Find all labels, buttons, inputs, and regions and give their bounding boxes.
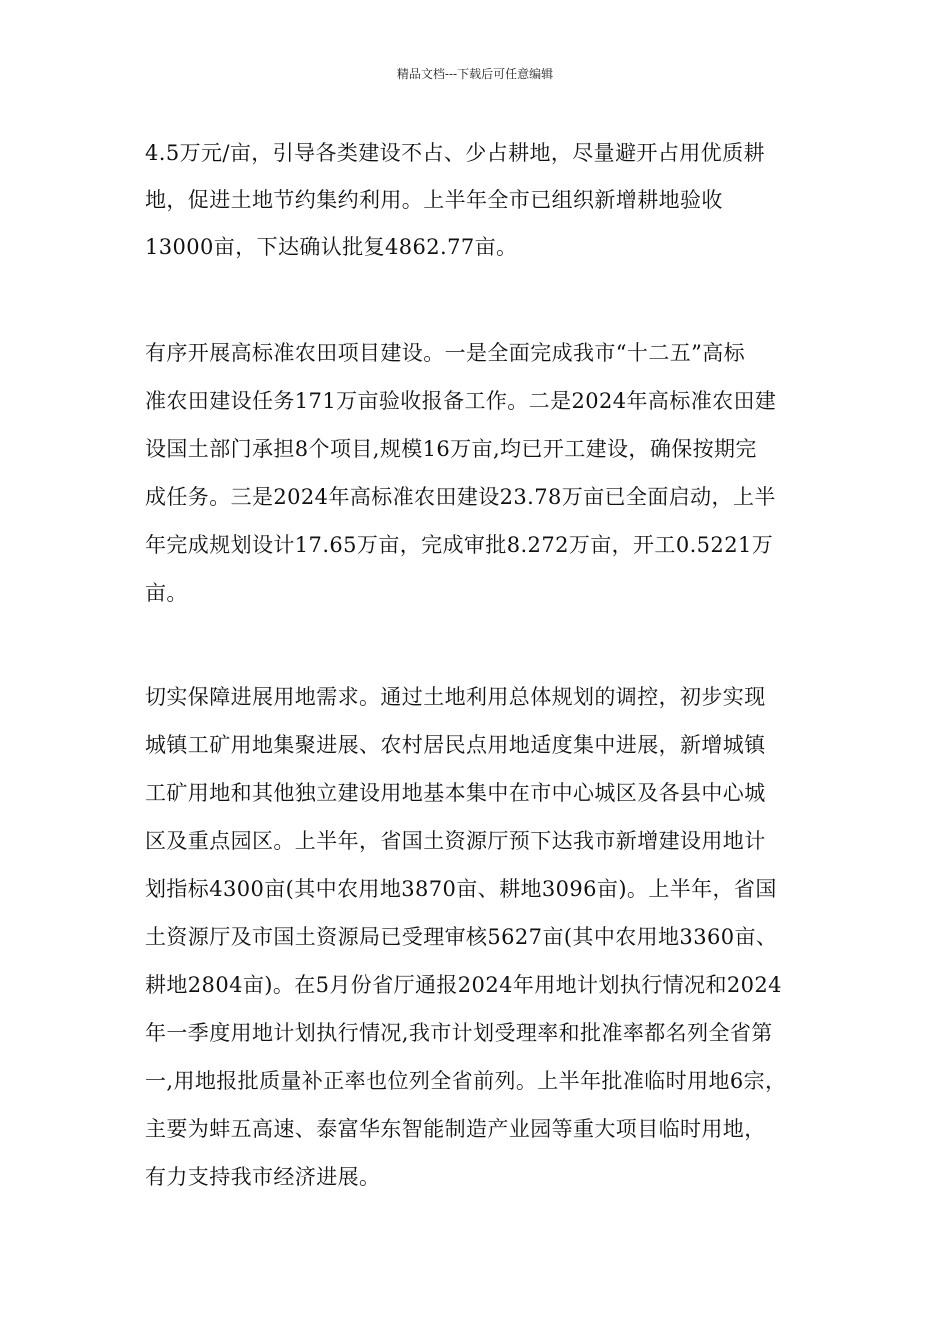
paragraph-3-line-7: 耕地2804亩)。在5月份省厅通报2024年用地计划执行情况和2024 (145, 973, 782, 997)
paragraph-3-line-2: 城镇工矿用地集聚进展、农村居民点用地适度集中进展，新增城镇 (145, 733, 766, 757)
paragraph-3-line-9: 一,用地报批质量补正率也位列全省前列。上半年批准临时用地6宗， (145, 1069, 787, 1093)
paragraph-2-line-1: 有序开展高标准农田项目建设。一是全面完成我市“十二五”高标 (145, 341, 746, 365)
paragraph-1-line-3: 13000亩，下达确认批复4862.77亩。 (145, 235, 518, 259)
paragraph-2-line-6: 亩。 (145, 581, 188, 605)
paragraph-3-line-8: 年一季度用地计划执行情况,我市计划受理率和批准率都名列全省第 (145, 1021, 773, 1045)
paragraph-1-line-1: 4.5万元/亩，引导各类建设不占、少占耕地，尽量避开占用优质耕 (145, 141, 765, 165)
paragraph-1-line-2: 地，促进土地节约集约利用。上半年全市已组织新增耕地验收 (145, 188, 723, 212)
paragraph-3-line-4: 区及重点园区。上半年，省国土资源厅预下达我市新增建设用地计 (145, 829, 766, 853)
paragraph-3-line-10: 主要为蚌五高速、泰富华东智能制造产业园等重大项目临时用地， (145, 1117, 766, 1141)
paragraph-2-line-2: 准农田建设任务171万亩验收报备工作。二是2024年高标准农田建 (145, 389, 777, 413)
paragraph-2-line-4: 成任务。三是2024年高标准农田建设23.78万亩已全面启动，上半 (145, 485, 776, 509)
paragraph-3-line-3: 工矿用地和其他独立建设用地基本集中在市中心城区及各县中心城 (145, 781, 766, 805)
paragraph-2-line-3: 设国土部门承担8个项目,规模16万亩,均已开工建设，确保按期完 (145, 437, 757, 461)
paragraph-3-line-1: 切实保障进展用地需求。通过土地利用总体规划的调控，初步实现 (145, 685, 766, 709)
paragraph-3-line-5: 划指标4300亩(其中农用地3870亩、耕地3096亩)。上半年，省国 (145, 877, 777, 901)
paragraph-2-line-5: 年完成规划设计17.65万亩，完成审批8.272万亩，开工0.5221万 (145, 533, 774, 557)
paragraph-3-line-6: 土资源厅及市国土资源局已受理审核5627亩(其中农用地3360亩、 (145, 925, 778, 949)
paragraph-3-line-11: 有力支持我市经济进展。 (145, 1165, 381, 1189)
page-header: 精品文档---下载后可任意编辑 (396, 67, 554, 81)
